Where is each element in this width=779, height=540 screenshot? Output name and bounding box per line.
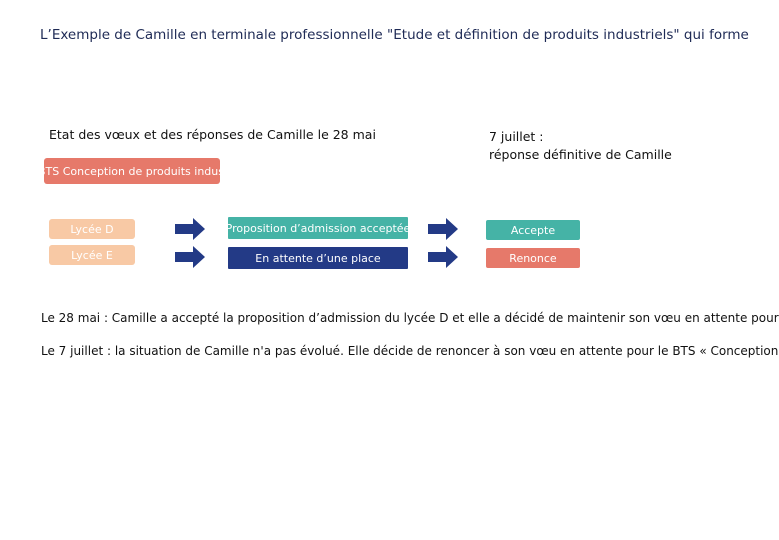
heading-final-date: 7 juillet : bbox=[489, 129, 544, 144]
heading-final-label: réponse définitive de Camille bbox=[489, 147, 672, 162]
arrow-right-icon bbox=[175, 218, 205, 240]
paragraph-july: Le 7 juillet : la situation de Camille n'a pas évolué. Elle décide de renoncer à son vœu en attente pour le BTS « Conception bbox=[41, 344, 779, 358]
heading-state-may: Etat des vœux et des réponses de Camille le 28 mai bbox=[49, 127, 376, 142]
school-box-lycee-d: Lycée D bbox=[49, 219, 135, 239]
page-title: L’Exemple de Camille en terminale professionnelle "Etude et définition de produits industriels" qui forme bbox=[40, 27, 749, 43]
status-box-accepted: Proposition d’admission acceptée bbox=[228, 217, 408, 239]
heading-final-july bbox=[489, 128, 709, 164]
arrow-right-icon bbox=[428, 246, 458, 268]
paragraph-may: Le 28 mai : Camille a accepté la proposition d’admission du lycée D et elle a décidé de maintenir son vœu en attente pour bbox=[41, 311, 779, 325]
decision-box-renounce: Renonce bbox=[486, 248, 580, 268]
bts-program-box: BTS Conception de produits industriels bbox=[44, 158, 220, 184]
arrow-right-icon bbox=[175, 246, 205, 268]
status-box-waiting: En attente d’une place bbox=[228, 247, 408, 269]
arrow-right-icon bbox=[428, 218, 458, 240]
decision-box-accept: Accepte bbox=[486, 220, 580, 240]
school-box-lycee-e: Lycée E bbox=[49, 245, 135, 265]
